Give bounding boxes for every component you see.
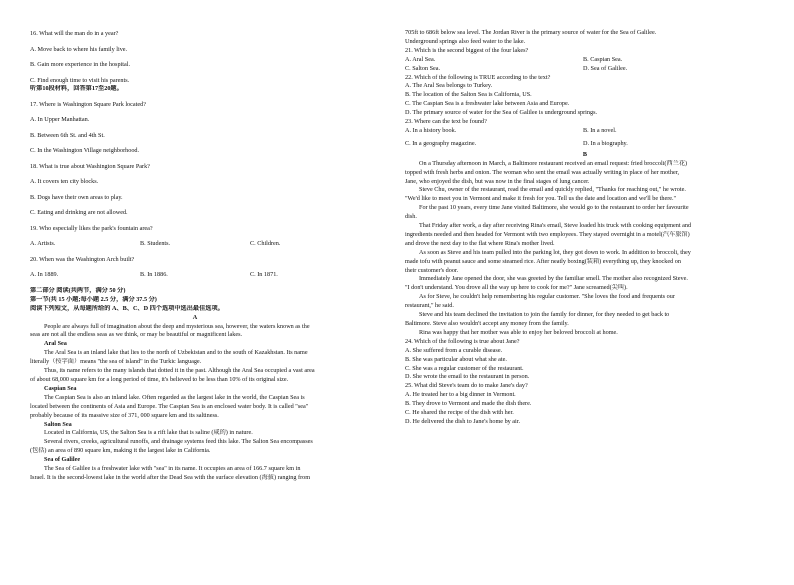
salton-line-3: (包括) an area of 890 square km, making it the largest lake in California. xyxy=(30,447,211,455)
galilee-line-1: The Sea of Galilee is a freshwater lake with "sea" in its name. It occupies an area of 166.7 square km in xyxy=(44,465,301,473)
passage-b-line-14: Immediately Jane opened the door, she was greeted by the familiar smell. The mother also recognized Steve. xyxy=(419,275,688,283)
q18-option-b: B. Dogs have their own areas to play. xyxy=(30,193,123,201)
q18-option-a: A. It covers ten city blocks. xyxy=(30,178,99,186)
q17-stem: 17. Where is Washington Square Park located? xyxy=(30,100,146,108)
q23-options-ab xyxy=(405,127,765,136)
q25-option-b: B. They drove to Vermont and made the dish there. xyxy=(405,400,532,408)
q23-stem: 23. Where can the text be found? xyxy=(405,118,487,126)
aral-heading: Aral Sea xyxy=(44,340,67,348)
q20-options xyxy=(30,271,360,280)
left-column xyxy=(30,30,360,483)
q23-option-a: A. In a history book. xyxy=(405,126,457,134)
q20-option-a: A. In 1889. xyxy=(30,271,59,279)
q25-stem: 25. What did Steve's team do to make Jane's day? xyxy=(405,382,528,390)
q25-option-a: A. He treated her to a big dinner in Vermont. xyxy=(405,391,516,399)
q21-option-b: B. Caspian Sea. xyxy=(583,55,623,63)
q17-option-b: B. Between 6th St. and 4th St. xyxy=(30,131,105,139)
passage-b-line-18: Steve and his team declined the invitation to join the family for dinner, for they needed to get back to xyxy=(419,311,670,319)
q19-option-c: C. Children. xyxy=(250,240,281,248)
passage-b-line-15: "I don't understand. You drove all the way up here to cook for me?" Jane screamed(尖叫). xyxy=(405,284,628,292)
q24-option-a: A. She suffered from a curable disease. xyxy=(405,346,503,354)
caspian-line-2: located between the continents of Asia and Europe. The Caspian Sea is an enclosed water body. It is called "sea" xyxy=(30,402,309,410)
q25-option-c: C. He shared the recipe of the dish with her. xyxy=(405,409,514,417)
q22-option-c: C. The Caspian Sea is a freshwater lake between Asia and Europe. xyxy=(405,100,570,108)
passage-b-line-1: On a Thursday afternoon in March, a Baltimore restaurant received an email request: fried broccoli(西兰花) xyxy=(419,159,688,167)
q21-options-ab xyxy=(405,56,765,65)
q22-stem: 22. Which of the following is TRUE according to the text? xyxy=(405,73,551,81)
q21-option-a: A. Aral Sea. xyxy=(405,55,436,63)
q23-option-d: D. In a biography. xyxy=(583,139,628,147)
passage-b-line-5: "We'd like to meet you in Vermont and make it fresh for you. Tell us the date and location and we'll be there." xyxy=(405,195,677,203)
caspian-heading: Caspian Sea xyxy=(44,384,77,392)
q18-stem: 18. What is true about Washington Square Park? xyxy=(30,162,150,170)
q19-options xyxy=(30,240,360,249)
q18-option-c: C. Eating and drinking are not allowed. xyxy=(30,209,128,217)
aral-line-2: literally（按字面）means "the sea of island" in the Turkic language. xyxy=(30,358,202,366)
passage-b-line-6: For the past 10 years, every time Jane visited Baltimore, she would go to the restaurant to order her favourite xyxy=(419,204,689,212)
galilee-heading: Sea of Galilee xyxy=(44,456,81,464)
q19-option-b: B. Students. xyxy=(140,240,171,248)
passage-b-line-17: restaurant," he said. xyxy=(405,302,454,310)
galilee-line-3: 705ft to 686ft below sea level. The Jordan River is the primary source of water for the Sea of Galilee. xyxy=(405,29,657,36)
q20-stem: 20. When was the Washington Arch built? xyxy=(30,255,135,263)
passage-b-line-10: and drove the next day to the flat where Rina's mother lived. xyxy=(405,239,555,247)
q22-option-a: A. The Aral Sea belongs to Turkey. xyxy=(405,82,493,90)
section1-instruction: 阅读下列短文，从每题所给的 A、B、C、D 四个选项中选出最佳选项。 xyxy=(30,304,224,312)
q24-option-c: C. She was a regular customer of the restaurant. xyxy=(405,364,524,372)
part2-title: 第二部分 阅读(共两节，满分 50 分) xyxy=(30,286,126,294)
q20-option-c: C. In 1871. xyxy=(250,271,278,279)
q17-option-c: C. In the Washington Village neighborhood. xyxy=(30,147,140,155)
intro-line-2: seas are not all the endless seas as we think, or may be beautiful or magnificent lakes. xyxy=(30,331,243,339)
galilee-line-4: Underground springs also feed water to the lake. xyxy=(405,37,526,45)
salton-line-1: Located in California, US, the Salton Sea is a rift lake that is saline (咸的) in nature. xyxy=(44,429,253,437)
q23-option-b: B. In a novel. xyxy=(583,126,617,134)
passage-a-label: A xyxy=(192,313,198,321)
q24-stem: 24. Which of the following is true about Jane? xyxy=(405,337,520,345)
caspian-line-1: The Caspian Sea is also an inland lake. Often regarded as the largest lake in the world, the Caspian Sea is xyxy=(44,393,305,401)
passage-b-line-2: topped with fresh herbs and onion. The woman who sent the email was actually writing in place of her mother, xyxy=(405,168,680,176)
passage-b-line-11: As soon as Steve and his team pulled into the parking lot, they got down to work. In addition to broccoli, they xyxy=(419,248,691,256)
q23-option-c: C. In a geography magazine. xyxy=(405,139,477,147)
q16-option-a: A. Move back to where his family live. xyxy=(30,45,128,53)
q16-stem: 16. What will the man do in a year? xyxy=(30,30,119,37)
q16-option-b: B. Gain more experience in the hospital. xyxy=(30,61,131,68)
passage-b-line-4: Steve Chu, owner of the restaurant, read the email and quickly replied, "Thanks for reaching out," he wrote. xyxy=(419,186,686,194)
q17-option-a: A. In Upper Manhattan. xyxy=(30,116,90,124)
q20-option-b: B. In 1886. xyxy=(140,271,168,279)
q22-option-b: B. The location of the Salton Sea is California, US. xyxy=(405,91,532,99)
passage-b-line-19: Baltimore. Steve also wouldn't accept any money from the family. xyxy=(405,320,569,327)
q24-option-d: D. She wrote the email to the restaurant in person. xyxy=(405,373,530,381)
passage-b-line-3: Jane, who enjoyed the dish, but was now in the final stages of lung cancer. xyxy=(405,177,590,185)
section1-title: 第一节(共 15 小题;每小题 2.5 分，满分 37.5 分) xyxy=(30,295,157,303)
galilee-line-2: Israel. It is the second-lowest lake in the world after the Dead Sea with the surface elevation (海拔) ranging from xyxy=(30,473,311,481)
q21-stem: 21. Which is the second biggest of the four lakes? xyxy=(405,46,529,54)
passage-b-line-7: dish. xyxy=(405,213,417,221)
aral-line-1: The Aral Sea is an inland lake that lies to the north of Uzbekistan and to the south of Kazakhstan. Its name xyxy=(44,349,308,357)
q25-option-d: D. He delivered the dish to Jane's home by air. xyxy=(405,417,521,425)
q22-option-d: D. The primary source of water for the Sea of Galilee is underground springs. xyxy=(405,109,598,117)
passage-b-line-20: Rina was happy that her mother was able to enjoy her beloved broccoli at home. xyxy=(419,328,618,336)
passage-b-line-13: their customer's door. xyxy=(405,266,459,274)
q19-stem: 19. Who especially likes the park's fountain area? xyxy=(30,224,153,232)
passage-b-line-16: As for Steve, he couldn't help remembering his regular customer. "She loves the food and frequents our xyxy=(419,293,675,301)
q21-option-c: C. Salton Sea. xyxy=(405,64,441,72)
caspian-line-3: probably because of its massive size of 371, 000 square km and its saltiness. xyxy=(30,411,219,419)
q19-option-a: A. Artists. xyxy=(30,240,56,248)
passage-b-line-12: made tofu with peanut sauce and some steamed rice. After neatly boxing(装箱) everything up, they knocked on xyxy=(405,257,681,265)
q24-option-b: B. She was particular about what she ate. xyxy=(405,355,507,363)
salton-line-2: Several rivers, creeks, agricultural runoffs, and drainage systems feed this lake. The Salton Sea encompasses xyxy=(44,438,313,446)
section-title-17-20: 听第10段材料，回答第17至20题。 xyxy=(30,85,123,93)
passage-b-line-9: ingredients needed and then headed for Vermont with two employees. They stayed overnight in a motel(汽车旅馆) xyxy=(405,230,690,238)
q21-option-d: D. Sea of Galilee. xyxy=(583,64,628,72)
salton-heading: Salton Sea xyxy=(44,420,72,428)
passage-b-line-8: That Friday after work, a day after receiving Rina's email, Steve loaded his truck with cooking equipment and xyxy=(419,222,692,230)
aral-line-4: of about 68,000 square km for a long period of time, it's believed to be less than 10% of its original size. xyxy=(30,375,289,383)
q16-option-c: C. Find enough time to visit his parents. xyxy=(30,76,130,84)
q23-options-cd xyxy=(405,140,765,149)
passage-b-label: B xyxy=(582,150,588,158)
intro-line-1: People are always full of imagination about the deep and mysterious sea, however, the waters known as the xyxy=(44,322,310,330)
right-column xyxy=(405,29,765,427)
q21-options-cd xyxy=(405,65,765,74)
aral-line-3: Thus, its name refers to the many islands that dotted it in the past. Although the Aral Sea occupied a vast area xyxy=(44,367,315,375)
